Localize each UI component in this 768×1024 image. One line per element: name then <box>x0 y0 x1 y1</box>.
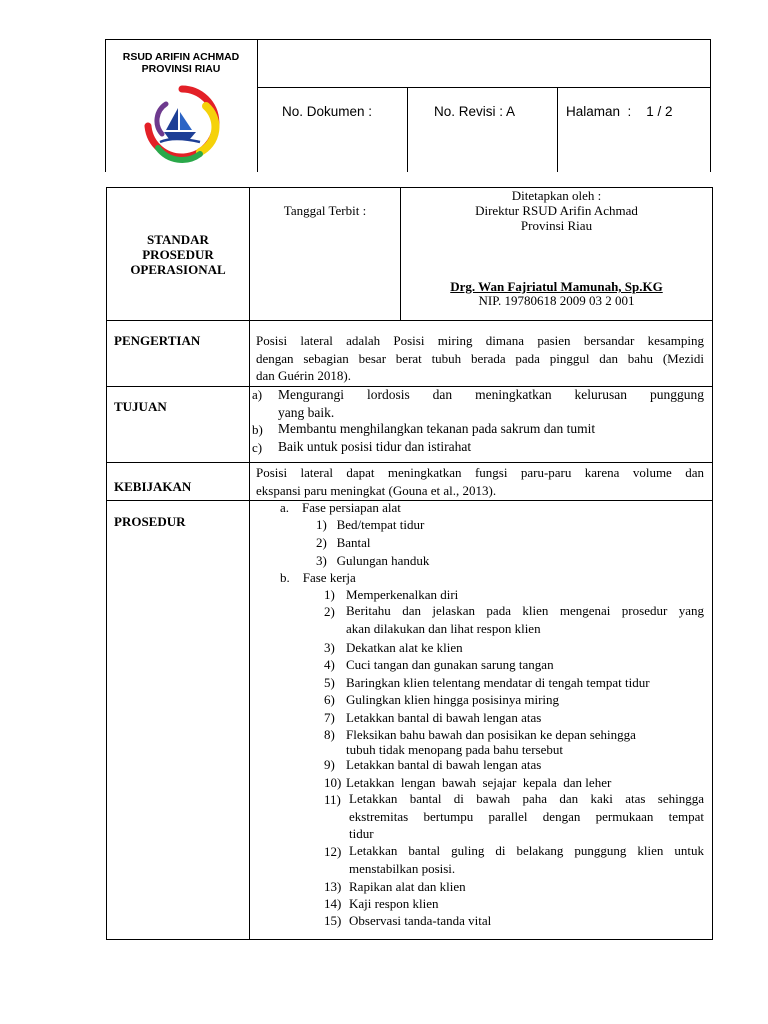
pengertian-line: dan Guérin 2018). <box>256 368 351 383</box>
tujuan-item-line: yang baik. <box>278 404 335 420</box>
hospital-logo-icon <box>136 82 228 164</box>
pengertian-line: dengan sebagian besar berat tubuh berada pada pinggul dan bahu (Mezidi <box>256 350 704 366</box>
step-text: Memperkenalkan diri <box>346 587 459 602</box>
revision-number-label: No. Revisi : A <box>434 104 516 119</box>
signatory-name: Drg. Wan Fajriatul Mamunah, Sp.KG <box>450 279 663 294</box>
step-marker: 15) <box>324 913 342 928</box>
step-marker: 3) <box>324 640 335 655</box>
page-number-label: Halaman : 1 / 2 <box>566 104 673 119</box>
step-marker: 1) <box>324 587 335 602</box>
section-label-prosedur: PROSEDUR <box>114 514 186 529</box>
approver-position: Direktur RSUD Arifin Achmad <box>475 203 638 218</box>
tujuan-item-line: Baik untuk posisi tidur dan istirahat <box>278 439 472 454</box>
step-marker: 10) <box>324 775 342 790</box>
step-marker: 12) <box>324 844 342 859</box>
kebijakan-text <box>256 464 704 499</box>
section-label-pengertian: PENGERTIAN <box>114 333 201 348</box>
step-text: Cuci tangan dan gunakan sarung tangan <box>346 657 554 672</box>
step-text-line: ekstremitas bertumpu parallel dengan permukaan tempat <box>349 808 704 824</box>
approved-by-label: Ditetapkan oleh : <box>511 188 602 203</box>
phase-a-item: 2) Bantal <box>316 535 371 550</box>
step-marker: 8) <box>324 727 335 742</box>
step-marker: 2) <box>324 604 335 619</box>
step-text-line: akan dilakukan dan lihat respon klien <box>346 620 541 636</box>
tujuan-marker: b) <box>252 422 263 437</box>
issue-date-label: Tanggal Terbit : <box>283 203 367 218</box>
phase-a-item: 1) Bed/tempat tidur <box>316 517 425 532</box>
step-marker: 6) <box>324 692 335 707</box>
step-text: Observasi tanda-tanda vital <box>349 913 492 928</box>
section-label-tujuan: TUJUAN <box>114 399 167 414</box>
step-text-line: tubuh tidak menopang pada bahu tersebut <box>346 742 563 757</box>
tujuan-marker: a) <box>252 387 263 402</box>
step-text: Gulingkan klien hingga posisinya miring <box>346 692 560 707</box>
hospital-province: PROVINSI RIAU <box>141 63 221 75</box>
phase-b-heading: b. Fase kerja <box>280 570 356 585</box>
pengertian-line: Posisi lateral adalah Posisi miring dimana pasien bersandar kesamping <box>256 333 704 348</box>
document-number-label: No. Dokumen : <box>282 104 373 119</box>
step-text: Dekatkan alat ke klien <box>346 640 463 655</box>
sop-title-line2: PROSEDUR <box>142 247 214 262</box>
signatory-nip: NIP. 19780618 2009 03 2 001 <box>478 293 635 308</box>
approver-province: Provinsi Riau <box>520 218 593 233</box>
step-marker: 14) <box>324 896 342 911</box>
step-text: Rapikan alat dan klien <box>349 879 466 894</box>
step-text <box>349 842 704 877</box>
step-text <box>349 790 704 843</box>
tujuan-item-line: Membantu menghilangkan tekanan pada sakrum dan tumit <box>278 421 596 436</box>
step-text-line: Letakkan bantal di bawah paha dan kaki atas sehingga <box>349 791 704 806</box>
step-text-line: menstabilkan posisi. <box>349 860 456 876</box>
step-text-line: Fleksikan bahu bawah dan posisikan ke depan sehingga <box>346 727 636 742</box>
section-label-kebijakan: KEBIJAKAN <box>114 479 192 494</box>
phase-a-item: 3) Gulungan handuk <box>316 553 430 568</box>
step-text-line: tidur <box>349 826 374 841</box>
kebijakan-line: Posisi lateral dapat meningkatkan fungsi paru-paru karena volume dan <box>256 465 704 480</box>
step-text: Kaji respon klien <box>349 896 439 911</box>
step-text: Letakkan bantal di bawah lengan atas <box>346 710 542 725</box>
step-marker: 13) <box>324 879 342 894</box>
tujuan-item-line: Mengurangi lordosis dan meningkatkan kelurusan punggung <box>278 387 704 402</box>
step-marker: 9) <box>324 757 335 772</box>
tujuan-marker: c) <box>252 440 263 455</box>
phase-a-heading: a. Fase persiapan alat <box>280 500 401 515</box>
sop-title-line3: OPERASIONAL <box>130 262 226 277</box>
step-text-line: Beritahu dan jelaskan pada klien mengenai prosedur yang <box>346 603 704 618</box>
kebijakan-line: ekspansi paru meningkat (Gouna et al., 2013). <box>256 482 497 498</box>
step-marker: 5) <box>324 675 335 690</box>
step-marker: 11) <box>324 792 341 807</box>
step-text: Letakkan bantal di bawah lengan atas <box>346 757 542 772</box>
step-text: Baringkan klien telentang mendatar di tengah tempat tidur <box>346 675 650 690</box>
sop-title-line1: STANDAR <box>147 232 209 247</box>
pengertian-text <box>256 332 704 385</box>
step-text-line: Letakkan bantal guling di belakang punggung klien untuk <box>349 843 704 858</box>
step-marker: 4) <box>324 657 335 672</box>
step-text: Letakkan lengan bawah sejajar kepala dan leher <box>346 775 612 790</box>
step-text <box>346 602 704 637</box>
hospital-name: RSUD ARIFIN ACHMAD <box>122 51 240 63</box>
step-marker: 7) <box>324 710 335 725</box>
tujuan-item <box>278 386 704 421</box>
